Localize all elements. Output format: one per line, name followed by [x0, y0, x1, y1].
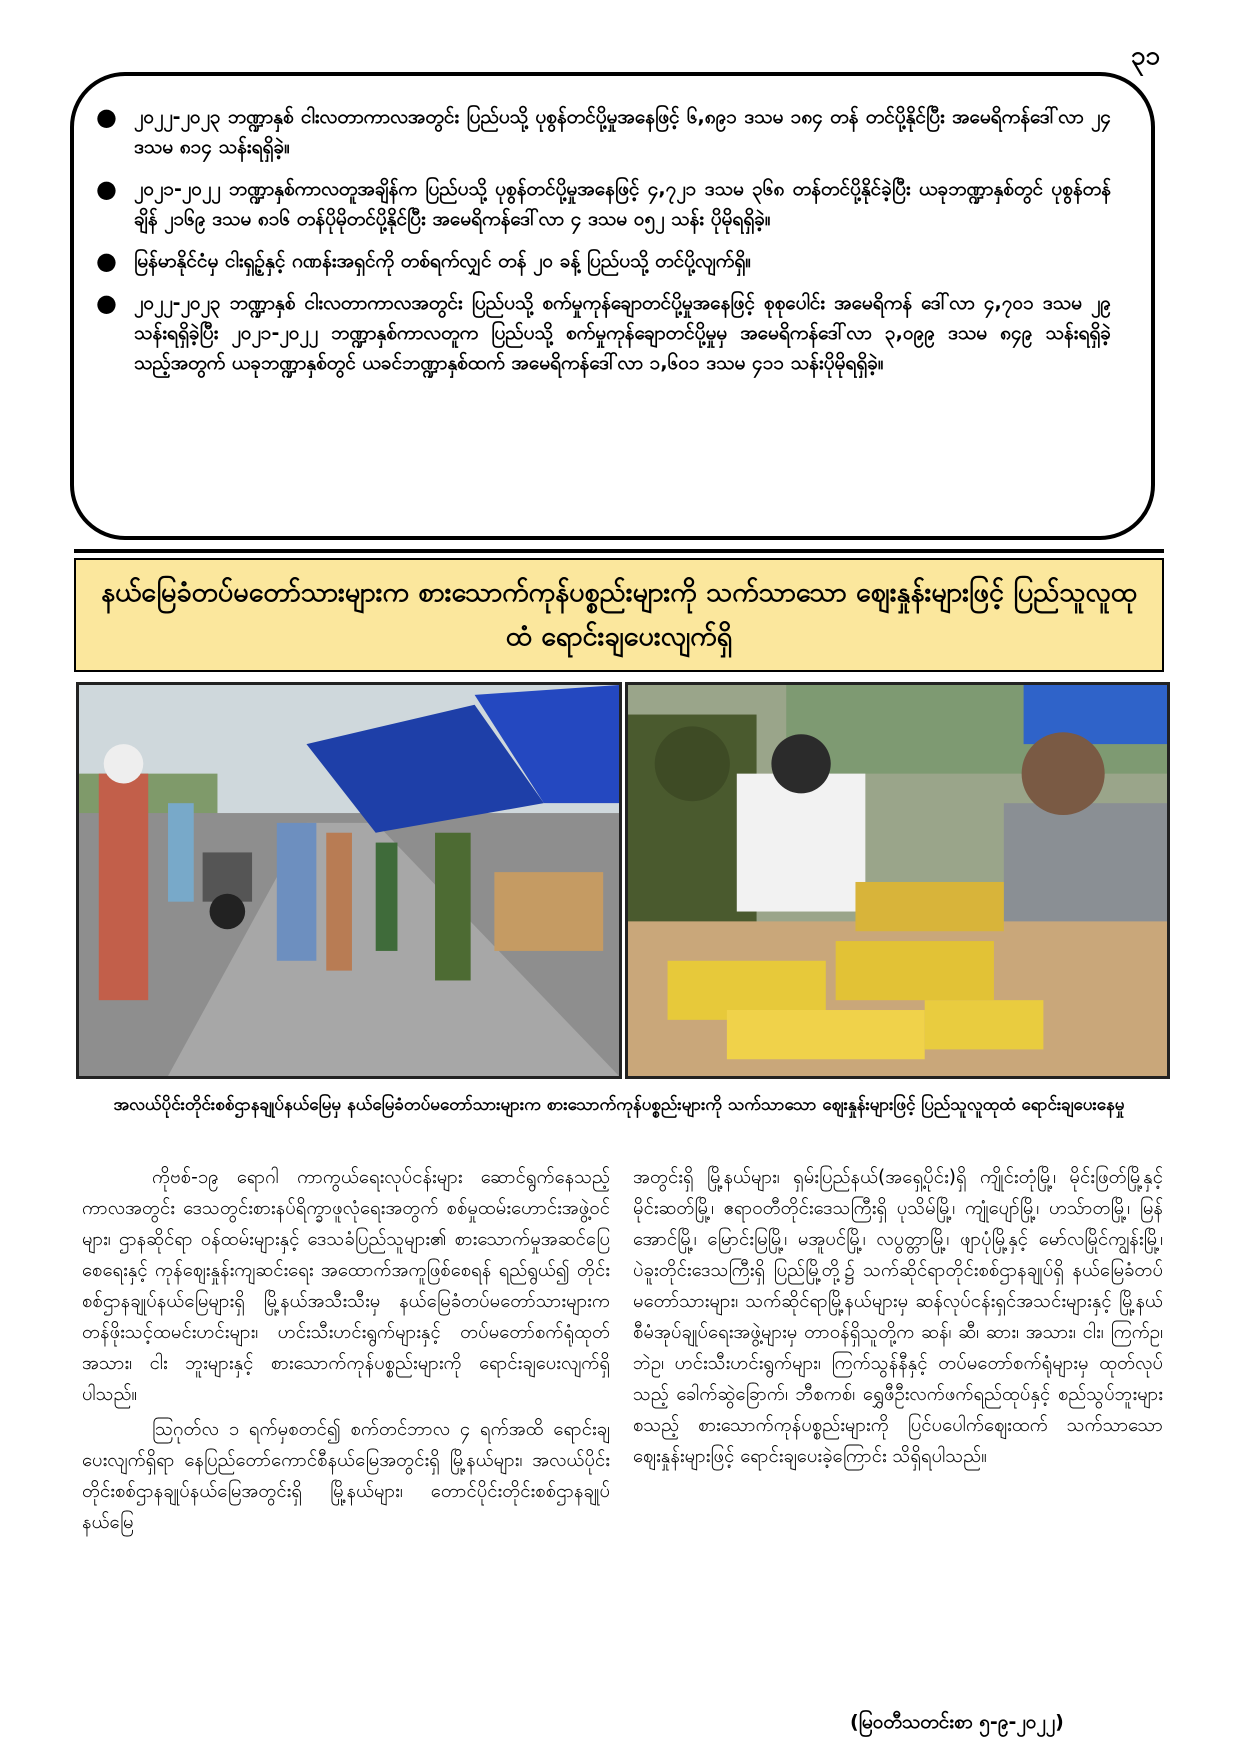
article-paragraph: ကိုဗစ်-၁၉ ရောဂါ ကာကွယ်ရေးလုပ်ငန်းများ ဆောင်ရွက်နေသည့်ကာလအတွင်း ဒေသတွင်းစားနပ်ရိက္ခာဖူလုံရေးအတွက် စစ်မှုထမ်းဟောင်းအဖွဲ့ဝင်များ၊ ဌာနဆိုင်ရာ ဝန်ထမ်းများနှင့် ဒေသခံပြည်သူများ၏ စားသောက်မှုအဆင်ပြေစေရေးနှင့် ကုန်ဈေးနှုန်းကျဆင်းရေး အထောက်အကူဖြစ်စေရန် ရည်ရွယ်၍ တိုင်းစစ်ဌာနချုပ်နယ်မြေများရှိ မြို့နယ်အသီးသီးမှ နယ်မြေခံတပ်မတော်သားများက တန်ဖိုးသင့်ထမင်းဟင်းများ၊ ဟင်းသီးဟင်းရွက်များနှင့် တပ်မတော်စက်ရုံထုတ် အသား၊ ငါး ဘူးများနှင့် စားသောက်ကုန်ပစ္စည်းများကို ရောင်းချပေးလျက်ရှိပါသည်။: [82, 1167, 610, 1405]
article-paragraph: ဩဂုတ်လ ၁ ရက်မှစတင်၍ စက်တင်ဘာလ ၄ ရက်အထိ ရောင်းချပေးလျက်ရှိရာ နေပြည်တော်ကောင်စီနယ်မြေအတွင်းရှိ မြို့နယ်များ၊ အလယ်ပိုင်းတိုင်းစစ်ဌာနချုပ်နယ်မြေအတွင်းရှိ မြို့နယ်များ၊ တောင်ပိုင်းတိုင်းစစ်ဌာနချုပ်နယ်မြေ: [82, 1419, 610, 1533]
section-divider: [74, 549, 1164, 553]
bullet-text: မြန်မာနိုင်ငံမှ ငါးရှဉ့်နှင့် ဂဏန်းအရှင်ကို တစ်ရက်လျှင် တန် ၂၀ ခန့် ပြည်ပသို့ တင်ပို့လျက်ရှိ။: [134, 250, 752, 272]
bullet-dot-icon: ●: [96, 289, 117, 317]
bullet-item: [96, 102, 1111, 162]
photo-food-boxes: [625, 682, 1170, 1079]
bullet-text: ၂၀၂၁-၂၀၂၂ ဘဏ္ဍာနှစ်ကာလတူအချိန်က ပြည်ပသို့ ပုစွန်တင်ပို့မှုအနေဖြင့် ၄,၇၂၁ ဒသမ ၃၆၈ တန်တင်ပို့နိုင်ခဲ့ပြီး ယခုဘဏ္ဍာနှစ်တွင် ပုစွန်တန်ချိန် ၂၁၆၉ ဒသမ ၈၁၆ တန်ပိုမိုတင်ပို့နိုင်ပြီး အမေရိကန်ဒေါ်လာ ၄ ဒသမ ၀၅၂ သန်း ပိုမိုရရှိခဲ့။: [134, 178, 1111, 230]
page-number: ၃၁: [1130, 41, 1160, 71]
bullet-text: ၂၀၂၂-၂၀၂၃ ဘဏ္ဍာနှစ် ငါးလတာကာလအတွင်း ပြည်ပသို့ စက်မှုကုန်ချောတင်ပို့မှုအနေဖြင့် စုစုပေါင်း အမေရိကန် ဒေါ်လာ ၄,၇၀၁ ဒသမ ၂၉ သန်းရရှိခဲ့ပြီး ၂၀၂၁-၂၀၂၂ ဘဏ္ဍာနှစ်ကာလတူက ပြည်ပသို့ စက်မှုကုန်ချောတင်ပို့မှုမှ အမေရိကန်ဒေါ်လာ ၃,၀၉၉ ဒသမ ၈၄၉ သန်းရရှိခဲ့သည့်အတွက် ယခုဘဏ္ဍာနှစ်တွင် ယခင်ဘဏ္ဍာနှစ်ထက် အမေရိကန်ဒေါ်လာ ၁,၆၀၁ ဒသမ ၄၁၁ သန်းပိုမိုရရှိခဲ့။: [134, 292, 1111, 374]
photo-market-street-image: [79, 685, 619, 1076]
article-column-left: [82, 1162, 610, 1542]
headline: နယ်မြေခံတပ်မတော်သားများက စားသောက်ကုန်ပစ္စည်းများကို သက်သာသော ဈေးနှုန်းများဖြင့် ပြည်သူလူထုထံ ရောင်းချပေးလျက်ရှိ: [101, 577, 1137, 652]
photo-food-boxes-image: [628, 685, 1167, 1076]
headline-box: [74, 558, 1164, 672]
bullet-text: ၂၀၂၂-၂၀၂၃ ဘဏ္ဍာနှစ် ငါးလတာကာလအတွင်း ပြည်ပသို့ ပုစွန်တင်ပို့မှုအနေဖြင့် ၆,၈၉၁ ဒသမ ၁၈၄ တန် တင်ပို့နိုင်ပြီး အမေရိကန်ဒေါ်လာ ၂၄ ဒသမ ၈၁၄ သန်းရရှိခဲ့။: [134, 106, 1111, 158]
photo-caption: အလယ်ပိုင်းတိုင်းစစ်ဌာနချုပ်နယ်မြေမှ နယ်မြေခံတပ်မတော်သားများက စားသောက်ကုန်ပစ္စည်းများကို သက်သာသော ဈေးနှုန်းများဖြင့် ပြည်သူလူထုထံ ရောင်းချပေးနေမှု: [113, 1095, 1125, 1115]
bullet-dot-icon: ●: [96, 103, 117, 131]
bullet-dot-icon: ●: [96, 175, 117, 203]
summary-bullet-box: [70, 72, 1155, 540]
photo-market-street: [76, 682, 622, 1079]
article-source: (မြဝတီသတင်းစာ ၅-၉-၂၀၂၂): [850, 1711, 1064, 1733]
bullet-item: [96, 288, 1111, 378]
bullet-dot-icon: ●: [96, 247, 117, 275]
bullet-item: [96, 246, 1111, 276]
bullet-item: [96, 174, 1111, 234]
article-paragraph: အတွင်းရှိ မြို့နယ်များ၊ ရှမ်းပြည်နယ်(အရှေ့ပိုင်း)ရှိ ကျိုင်းတုံမြို့၊ မိုင်းဖြတ်မြို့နှင့် မိုင်းဆတ်မြို့၊ ဧရာဝတီတိုင်းဒေသကြီးရှိ ပုသိမ်မြို့၊ ကျုံပျော်မြို့၊ ဟသ်ာတမြို့၊ မြန်အောင်မြို့၊ မြောင်းမြမြို့၊ မအူပင်မြို့၊ လပွတ္တာမြို့၊ ဖျာပုံမြို့နှင့် မော်လမြိုင်ကျွန်းမြို့၊ ပဲခူးတိုင်းဒေသကြီးရှိ ပြည်မြို့တို့၌ သက်ဆိုင်ရာတိုင်းစစ်ဌာနချုပ်ရှိ နယ်မြေခံတပ်မတော်သားများ၊ သက်ဆိုင်ရာမြို့နယ်များမှ ဆန်လုပ်ငန်းရှင်အသင်းများနှင့် မြို့နယ်စီမံအုပ်ချုပ်ရေးအဖွဲ့များမှ တာဝန်ရှိသူတို့က ဆန်၊ ဆီ၊ ဆား၊ အသား၊ ငါး၊ ကြက်ဥ၊ ဘဲဥ၊ ဟင်းသီးဟင်းရွက်များ၊ ကြက်သွန်နီနှင့် တပ်မတော်စက်ရုံများမှ ထုတ်လုပ်သည့် ခေါက်ဆွဲခြောက်၊ ဘီစကစ်၊ ရွှေဖီဦးလက်ဖက်ရည်ထုပ်နှင့် စည်သွပ်ဘူးများစသည့် စားသောက်ကုန်ပစ္စည်းများကို ပြင်ပပေါက်ဈေးထက် သက်သာသောဈေးနှုန်းများဖြင့် ရောင်းချပေးခဲ့ကြောင်း သိရှိရပါသည်။: [633, 1167, 1163, 1467]
bullet-list: [74, 76, 1151, 378]
article-column-right: [633, 1162, 1163, 1476]
